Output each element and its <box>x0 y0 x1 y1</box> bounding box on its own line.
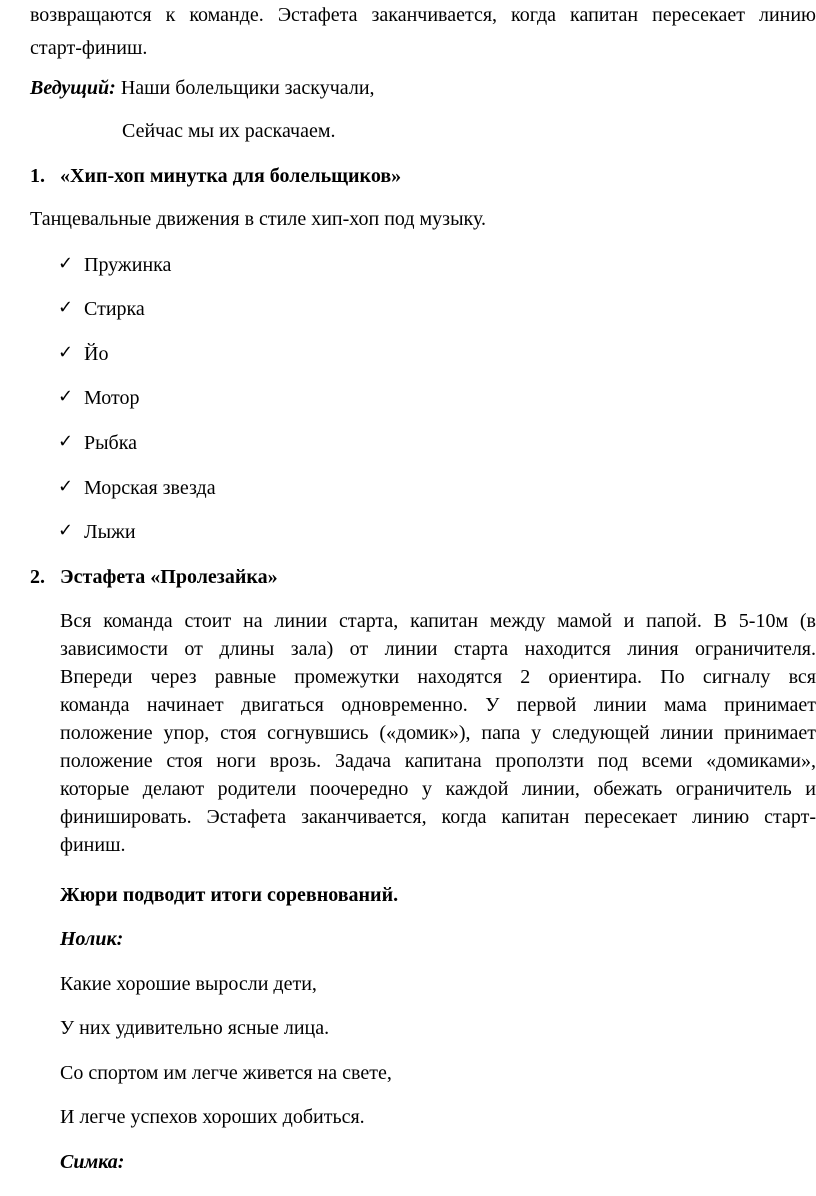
check-icon: ✓ <box>58 431 74 452</box>
host-line-1: Наши болельщики заскучали, <box>120 77 375 99</box>
paragraph-line: финиш. <box>60 834 126 856</box>
poem-line: Какие хорошие выросли дети, <box>60 973 317 995</box>
section2-title: Эстафета «Пролезайка» <box>60 566 278 588</box>
check-icon: ✓ <box>58 476 74 497</box>
check-icon: ✓ <box>58 520 74 541</box>
host-speaker: Ведущий: <box>30 77 116 99</box>
check-icon: ✓ <box>58 386 74 407</box>
paragraph-line: положение упор, стоя согнувшись («домик»), папа у следующей линии принимает <box>60 722 816 744</box>
poem-line: Со спортом им легче живется на свете, <box>60 1062 392 1084</box>
paragraph-line: положение стоя ноги врозь. Задача капитана проползти под всеми «домиками», <box>60 750 816 772</box>
paragraph-line: Вся команда стоит на линии старта, капитан между мамой и папой. В 5-10м (в <box>60 610 816 632</box>
nolik-speaker: Нолик: <box>60 928 124 950</box>
section1-title: «Хип-хоп минутка для болельщиков» <box>60 165 402 187</box>
poem-line: У них удивительно ясные лица. <box>60 1017 330 1039</box>
check-icon: ✓ <box>58 253 74 274</box>
list-item: Стирка <box>84 298 145 320</box>
paragraph-line: Впереди через равные промежутки находятся 2 ориентира. По сигналу вся <box>60 666 816 688</box>
intro-line-1: возвращаются к команде. Эстафета заканчивается, когда капитан пересекает линию <box>30 4 816 26</box>
paragraph-line: команда начинает двигаться одновременно. У первой линии мама принимает <box>60 694 816 716</box>
intro-line-2: старт-финиш. <box>30 37 148 59</box>
poem-line: И легче успехов хороших добиться. <box>60 1106 365 1128</box>
check-icon: ✓ <box>58 297 74 318</box>
list-item: Пружинка <box>84 254 172 276</box>
paragraph-line: финишировать. Эстафета заканчивается, когда капитан пересекает линию старт- <box>60 806 816 828</box>
section2-number: 2. <box>30 566 45 588</box>
section1-number: 1. <box>30 165 45 187</box>
list-item: Мотор <box>84 387 140 409</box>
section1-description: Танцевальные движения в стиле хип-хоп под музыку. <box>30 208 486 230</box>
paragraph-line: зависимости от длины зала) от линии старта находится линия ограничителя. <box>60 638 816 660</box>
list-item: Морская звезда <box>84 477 216 499</box>
jury-note: Жюри подводит итоги соревнований. <box>60 884 399 906</box>
paragraph-line: которые делают родители поочередно у каждой линии, обежать ограничитель и <box>60 778 816 800</box>
host-line-2: Сейчас мы их раскачаем. <box>122 120 336 142</box>
list-item: Рыбка <box>84 432 138 454</box>
simka-speaker: Симка: <box>60 1151 125 1173</box>
check-icon: ✓ <box>58 342 74 363</box>
list-item: Лыжи <box>84 521 136 543</box>
list-item: Йо <box>84 343 109 365</box>
host-speech <box>30 76 375 100</box>
